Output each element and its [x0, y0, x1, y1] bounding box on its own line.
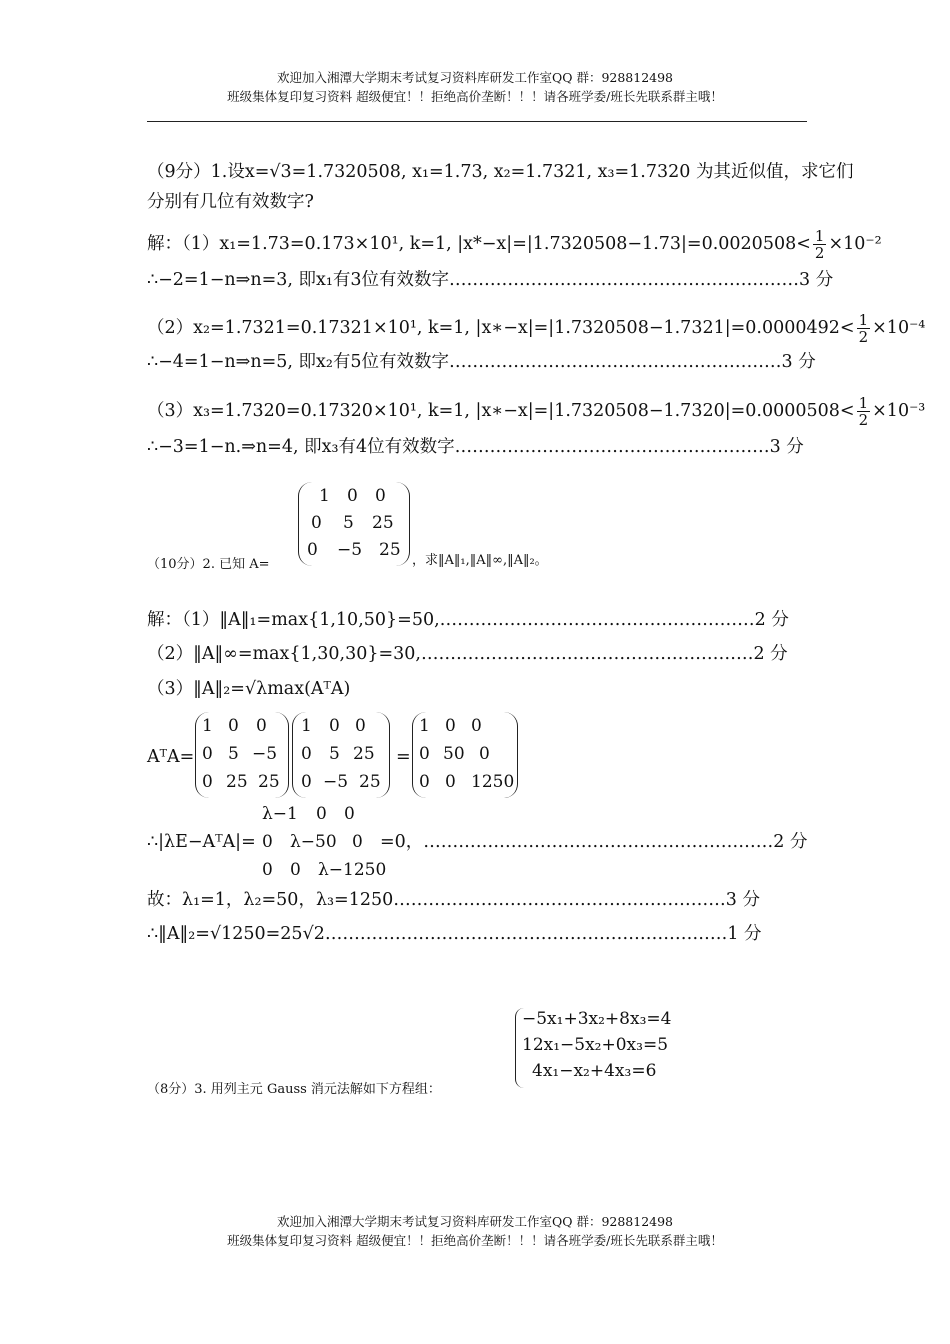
equation-3: 4x₁−x₂+4x₃=6: [532, 1061, 657, 1081]
footer-line-1: 欢迎加入湘潭大学期末考试复习资料库研发工作室QQ 群：928812498: [276, 1214, 674, 1229]
q1-solution-2: （2）x₂=1.7321=0.17321×10¹, k=1, |x∗−x|=|1.7320508−1.7321|=0.0000492< $\frac{1}{2}$ ×10⁻⁴: [147, 311, 926, 346]
det-matrix: λ−1 0 0 0 λ−50 0 0 0 λ−1250: [262, 804, 387, 880]
fraction-half: $\frac{1}{2}$: [858, 394, 869, 429]
q2-solution-3: （3）‖A‖₂=√λmax(AᵀA): [147, 679, 351, 699]
fraction-half: $\frac{1}{2}$: [814, 227, 825, 262]
q1-conclusion-3: ∴−3=1−n.⇒n=4, 即x₃有4位有效数字………………………………………………3 分: [147, 437, 804, 457]
equals-sign: =: [396, 747, 411, 767]
q1-title-cont: 分别有几位有效数字?: [147, 192, 314, 212]
header-line-2: 班级集体复印复习资料 超级便宜！！拒绝高价垄断！！！请各班学委/班长先联系群主哦！: [227, 89, 723, 104]
matrix-A: 1 0 0 0 5 25 0 −5 25: [298, 482, 410, 566]
q1-solution-3: （3）x₃=1.7320=0.17320×10¹, k=1, |x∗−x|=|1.7320508−1.7320|=0.0000508< $\frac{1}{2}$ ×10⁻³: [147, 394, 926, 429]
q1-solution-1: 解：（1）x₁=1.73=0.173×10¹, k=1, |x*−x|=|1.7320508−1.73|=0.0020508< $\frac{1}{2}$ ×10⁻²: [147, 227, 882, 262]
matrix-ATA: 1 0 0 0 50 0 0 0 1250: [412, 712, 518, 798]
q2-title-pre: （10分）2. 已知 A=: [147, 557, 270, 572]
header-line-1: 欢迎加入湘潭大学期末考试复习资料库研发工作室QQ 群：928812498: [276, 70, 674, 85]
ata-label: AᵀA=: [147, 747, 195, 767]
q1-conclusion-2: ∴−4=1−n⇒n=5, 即x₂有5位有效数字…………………………………………………3 分: [147, 352, 816, 372]
det-prefix: ∴|λE−AᵀA|=: [147, 832, 256, 852]
fraction-half: $\frac{1}{2}$: [858, 311, 869, 346]
q3-title: （8分）3. 用列主元 Gauss 消元法解如下方程组：: [147, 1082, 441, 1097]
q1-title: （9分）1.设x=√3=1.7320508, x₁=1.73, x₂=1.7321, x₃=1.7320 为其近似值，求它们: [147, 162, 854, 182]
q2-title-post: ，求‖A‖₁,‖A‖∞,‖A‖₂。: [412, 553, 548, 568]
q2-solution-1: 解：（1）‖A‖₁=max{1,10,50}=50,………………………………………………2 分: [147, 610, 789, 630]
matrix-A-copy: 1 0 0 0 5 25 0 −5 25: [292, 712, 390, 798]
norm-2-result: ∴‖A‖₂=√1250=25√2……………………………………………………………1 分: [147, 924, 762, 944]
header-divider: [147, 121, 807, 122]
q2-solution-2: （2）‖A‖∞=max{1,30,30}=30,…………………………………………………2 分: [147, 644, 788, 664]
matrix-AT: 1 0 0 0 5 −5 0 25 25: [195, 712, 289, 798]
det-suffix: =0，……………………………………………………2 分: [380, 832, 808, 852]
equation-1: −5x₁+3x₂+8x₃=4: [522, 1009, 672, 1029]
equation-2: 12x₁−5x₂+0x₃=5: [522, 1035, 669, 1055]
q1-conclusion-1: ∴−2=1−n⇒n=3, 即x₁有3位有效数字……………………………………………………3 分: [147, 270, 834, 290]
eigenvalues: 故：λ₁=1，λ₂=50，λ₃=1250…………………………………………………3 分: [147, 890, 760, 910]
footer-line-2: 班级集体复印复习资料 超级便宜！！拒绝高价垄断！！！请各班学委/班长先联系群主哦！: [227, 1233, 723, 1248]
